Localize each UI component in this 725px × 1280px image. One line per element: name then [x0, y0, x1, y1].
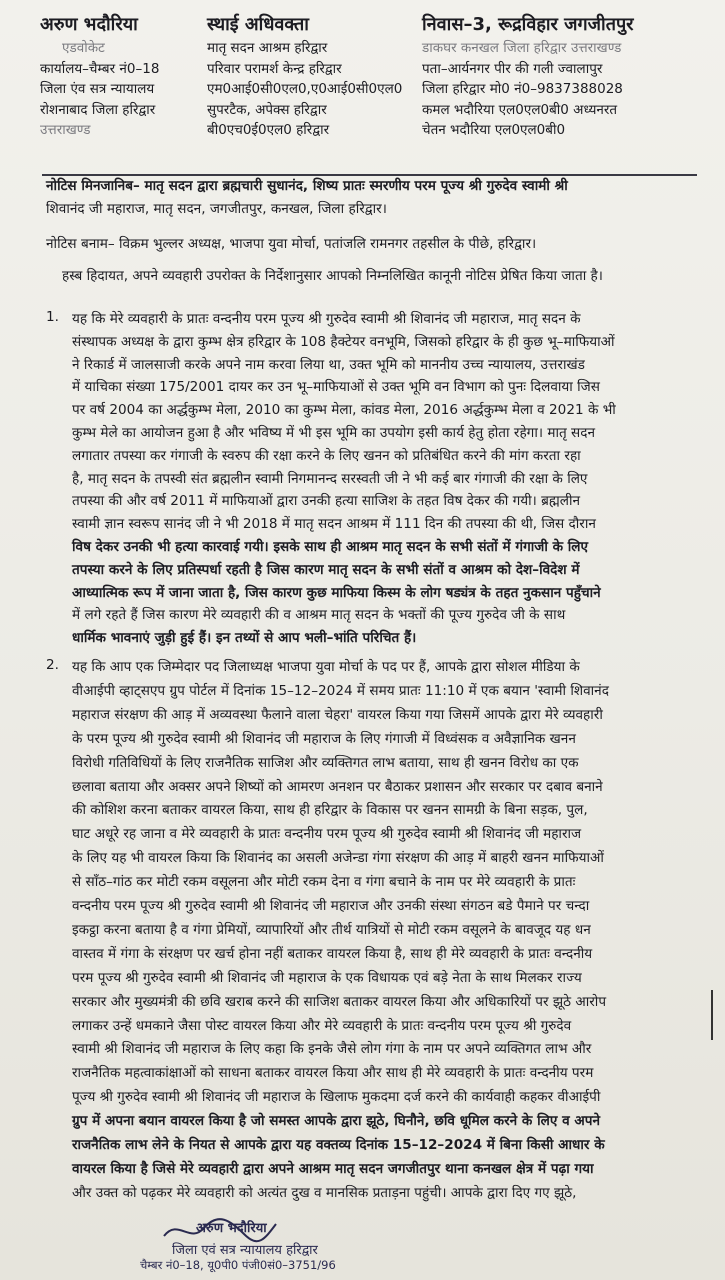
notice-to-line: नोटिस बनाम– विक्रम भुल्लर अध्यक्ष, भाजपा युवा मोर्चा, पतांजलि रामनगर तहसील के पीछे, हरिद्वार। — [46, 236, 537, 252]
paragraph-line: सरकार और मुख्यमंत्री की छवि खराब करने की साजिश बताकर वायरल किया और अधिकारियों पर झूठे आरोप — [72, 993, 607, 1010]
stamp-registration: चैम्बर नं0–18, यू0पी0 पंजी0सं0–3751/96 — [140, 1258, 336, 1272]
paragraph-2-number: 2. — [46, 657, 59, 673]
paragraph-line: स्वामी श्री शिवानंद जी महाराज के लिए कहा कि इनके जैसे लोग गंगा के नाम पर अपने व्यक्तिगत लाभ और — [72, 1041, 592, 1058]
standing-counsel-column — [207, 14, 417, 141]
paragraph-line: यह कि मेरे व्यवहारी के प्रातः वन्दनीय परम पूज्य श्री गुरुदेव स्वामी श्री शिवानंद जी महाराज, मातृ सदन के — [72, 311, 581, 327]
paragraph-line: है, मातृ सदन के तपस्वी संत ब्रह्मलीन स्वामी निगमानन्द सरस्वती जी ने भी कई बार गंगाजी की रक्षा के लिए — [72, 470, 588, 487]
notice-from-line-2: शिवानंद जी महाराज, मातृ सदन, जगजीतपुर, कनखल, जिला हरिद्वार। — [46, 201, 387, 217]
paragraph-line: के लिए यह भी वायरल किया कि शिवानंद का असली अजेन्डा गंगा संरक्षण की आड़ में बाहरी खनन माफियाओं — [72, 850, 604, 867]
letterhead — [0, 0, 725, 176]
paragraph-line: घाट अधूरे रह जाना व मेरे व्यवहारी के प्रातः वन्दनीय परम पूज्य श्री गुरुदेव स्वामी श्री शिवानंद जी महाराज — [72, 826, 582, 843]
paragraph-line: पूज्य श्री गुरुदेव स्वामी श्री शिवानंद जी महाराज के खिलाफ मुकदमा दर्ज करने की कार्यवाही कहकर वीआईपी — [72, 1089, 601, 1106]
office-chamber: कार्यालय–चैम्बर नं0–18 — [40, 60, 160, 77]
residence-line-1: डाकघर कनखल जिला हरिद्वार उत्तराखण्ड — [422, 40, 622, 56]
paragraph-line: तपस्या करने के लिए प्रतिस्पर्धा रहती है जिस कारण मातृ सदन के सभी संतों व आश्रम को देश–विदेश में — [72, 561, 580, 578]
paragraph-line: धार्मिक भावनाएं जुड़ी हुई हैं। इन तथ्यों से आप भली–भांति परिचित हैं। — [72, 630, 417, 647]
advocate-name: अरुण भदौरिया — [40, 14, 138, 35]
notice-from-line-1: नोटिस मिनजानिब– मातृ सदन द्वारा ब्रह्मचारी सुधानंद, शिष्य प्रातः स्मरणीय परम पूज्य श्री गुरुदेव स्वामी श्री — [46, 178, 568, 194]
residence-line-5: चेतन भदौरिया एल0एल0बी0 — [422, 122, 566, 139]
paragraph-line: परम पूज्य श्री गुरुदेव स्वामी श्री शिवानंद जी महाराज के एक विधायक एवं बड़े नेता के साथ मिलकर राज्य — [72, 969, 582, 986]
office-city: रोशनाबाद जिला हरिद्वार — [40, 101, 156, 118]
standing-counsel-title: स्थाई अधिवक्ता — [207, 14, 309, 35]
paragraph-line: और उक्त को पढ़कर मेरे व्यवहारी को अत्यंत दुख व मानसिक प्रताड़ना पहुंची। आपके द्वारा दिए गए झूठे, — [72, 1184, 577, 1201]
paragraph-line: वायरल किया है जिसे मेरे व्यवहारी द्वारा अपने आश्रम मातृ सदन जगजीतपुर थाना कनखल क्षेत्र में पढ़ा गया — [72, 1160, 594, 1177]
paragraph-line: के परम पूज्य श्री गुरुदेव स्वामी श्री शिवानंद जी महाराज के लिए गंगाजी में विध्वंसक व अवैज्ञानिक खनन — [72, 730, 576, 747]
residence-title: निवास–3, रूद्रविहार जगजीतपुर — [422, 14, 634, 35]
signature-stamp — [140, 1216, 400, 1280]
paragraph-line: ग्रुप में अपना बयान वायरल किया है जो समस्त आपके द्वारा झूठे, घिनौने, छवि धूमिल करने के लिए व अपने — [72, 1113, 601, 1130]
client-line-3: एम0आई0सी0एल0,ए0आई0सी0एल0 — [207, 81, 403, 98]
residence-line-4: कमल भदौरिया एल0एल0बी0 अध्यनरत — [422, 101, 618, 118]
paragraph-line: राजनैतिक महत्वाकांक्षाओं को साधना बताकर वायरल किया और साथ ही मेरे व्यवहारी के प्रातः वन्दनीय परम — [72, 1065, 594, 1082]
paragraph-line: वीआईपी व्हाट्सएप ग्रुप पोर्टल में दिनांक 15–12–2024 में समय प्रातः 11:10 में एक बयान 'स्वामी शिवानंद — [72, 682, 609, 699]
paragraph-line: आध्यात्मिक रूप में जाना जाता है, जिस कारण कुछ माफिया किस्म के लोग षड्यंत्र के तहत नुकसान पहुँचाने — [72, 584, 601, 601]
paragraph-line: से साँठ–गांठ कर मोटी रकम वसूलना और मोटी रकम देना व गंगा बचाने के नाम पर मेरे व्यवहारी के प्रातः — [72, 874, 576, 891]
stamp-name: अरुण भदौरिया — [196, 1221, 267, 1236]
advocate-designation: एडवोकेट — [62, 40, 105, 56]
paragraph-line: में लगे रहते हैं जिस कारण मेरे व्यवहारी की व आश्रम मातृ सदन के भक्तों की पूज्य गुरुदेव जी के साथ — [72, 607, 566, 624]
notice-intro: हस्ब हिदायत, अपने व्यवहारी उपरोक्त के निर्देशानुसार आपको निम्नलिखित कानूनी नोटिस प्रेषित किया जाता है। — [62, 268, 603, 284]
paragraph-line: महाराज संरक्षण की आड़ में अव्यवस्था फैलाने वाला चेहरा' वायरल किया गया जिसमें आपके द्वारा मेरे व्यवहारी — [72, 706, 603, 723]
paragraph-line: में याचिका संख्या 175/2001 दायर कर उन भू–माफियाओं से उक्त भूमि वन विभाग को पुनः दिलवाया जिस — [72, 379, 600, 396]
client-line-2: परिवार परामर्श केन्द्र हरिद्वार — [207, 60, 342, 77]
residence-phone: जिला हरिद्वार मो0 नं0–9837388028 — [422, 81, 623, 98]
office-court: जिला एंव सत्र न्यायालय — [40, 81, 155, 98]
paragraph-line: लगाकर उन्हें धमकाने जैसा पोस्ट वायरल किया और मेरे व्यवहारी के प्रातः वन्दनीय परम पूज्य श्री गुरुदेव — [72, 1017, 572, 1034]
paragraph-line: विरोधी गतिविधियों के लिए राजनैतिक साजिश और व्यक्तिगत लाभ बताया, साथ ही खनन विरोध का एक — [72, 754, 579, 771]
paragraph-line: तपस्या की और वर्ष 2011 में माफियाओं द्वारा उनकी हत्या साजिश के तहत विष देकर की गयी। ब्रह्मलीन — [72, 493, 581, 510]
office-state: उत्तराखण्ड — [40, 122, 91, 139]
paragraph-line: वास्तव में गंगा के संरक्षण पर खर्च होना नहीं बताकर वायरल किया है, साथ ही मेरे व्यवहारी के प्रातः वन्दनीय — [72, 945, 593, 962]
stamp-court: जिला एवं सत्र न्यायालय हरिद्वार — [172, 1243, 318, 1258]
advocate-column — [40, 14, 215, 141]
paragraph-line: स्वामी ज्ञान स्वरूप सानंद जी ने भी 2018 में मातृ सदन आश्रम में 111 दिन की तपस्या की थी, जिस दौरान — [72, 516, 596, 533]
paragraph-line: यह कि आप एक जिम्मेदार पद जिलाध्यक्ष भाजपा युवा मोर्चा के पद पर हैं, आपके द्वारा सोशल मीडिया के — [72, 659, 580, 675]
paragraph-line: पर वर्ष 2004 का अर्द्धकुम्भ मेला, 2010 का कुम्भ मेला, कांवड मेला, 2016 अर्द्धकुम्भ मेला व 2021 के भी — [72, 402, 616, 419]
paragraph-line: वन्दनीय परम पूज्य श्री गुरुदेव स्वामी श्री शिवानंद जी महाराज और उनकी संस्था संगठन बडे पैमाने पर चन्दा — [72, 898, 590, 914]
paragraph-1-number: 1. — [46, 309, 59, 325]
paragraph-line: इकट्ठा करना बताया है व गंगा प्रेमियों, व्यापारियों और तीर्थ यात्रियों से मोटी रकम वसूलने के बावजूद यह धन — [72, 921, 591, 938]
paragraph-line: राजनैतिक लाभ लेने के नियत से आपके द्वारा यह वक्तव्य दिनांक 15–12–2024 में बिना किसी आधार के — [72, 1137, 605, 1153]
paragraph-line: छलावा बताया और अक्सर अपने शिष्यों को आमरण अनशन पर बैठाकर प्रशासन और सरकार पर दबाव बनाने — [72, 778, 603, 795]
paragraph-line: कुम्भ मेले का आयोजन हुआ है और भविष्य में भी इस भूमि का उपयोग इसी कार्य हेतु होता रहेगा। मातृ सदन — [72, 425, 595, 441]
residence-column — [422, 14, 712, 141]
residence-line-2: पता–आर्यनगर पीर की गली ज्वालापुर — [422, 60, 603, 77]
client-line-4: सुपरटैक, अपेक्स हरिद्वार — [207, 101, 327, 118]
margin-mark — [711, 990, 713, 1040]
client-line-5: बी0एच0ई0एल0 हरिद्वार — [207, 122, 330, 139]
paragraph-line: विष देकर उनकी भी हत्या कारवाई गयी। इसके साथ ही आश्रम मातृ सदन के सभी संतों में गंगाजी के लिए — [72, 539, 589, 555]
paragraph-line: की कोशिश करना बताकर वायरल किया, साथ ही हरिद्वार के विकास पर खनन सामग्री के बिना सड़क, पुल, — [72, 802, 588, 819]
paragraph-line: ने रिकार्ड में जालसाजी करके अपने नाम करवा लिया था, उक्त भूमि को माननीय उच्च न्यायालय, उत्तराखंड — [72, 356, 585, 373]
paragraph-line: लगातार तपस्या कर गंगाजी के स्वरुप की रक्षा करने के लिए खनन को प्रतिबंधित करने की मांग करता रहा — [72, 447, 581, 464]
client-line-1: मातृ सदन आश्रम हरिद्वार — [207, 40, 328, 56]
paragraph-line: संस्थापक अध्यक्ष के द्वारा कुम्भ क्षेत्र हरिद्वार के 108 हैक्टेयर वनभूमि, जिसको हरिद्वार के ही कुछ भू–माफियाओं — [72, 333, 615, 350]
